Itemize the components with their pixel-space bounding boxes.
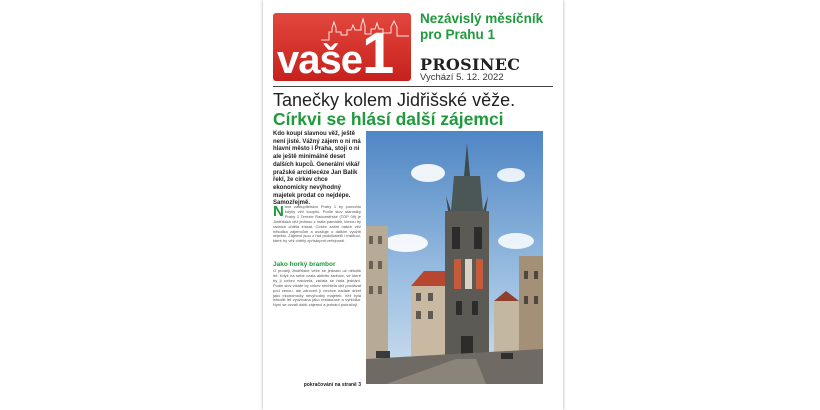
issue-date: Vychází 5. 12. 2022 bbox=[420, 72, 504, 83]
tagline-line1: Nezávislý měsíčník bbox=[420, 11, 544, 26]
article-lead: Kdo koupí slavnou věž, ještě není jisté. Vážný zájem o ni má hlavní město i Praha, stojí o ni ale ještě minimálně deset dalších kupců. Generální vikář pražské arcidiecéze Jan Balík řekl, že církev chce ekonomicky nevýhodný majetek prodat co nejdépe. Samozřejmě. bbox=[273, 131, 361, 207]
issue-month: PROSINEC bbox=[420, 55, 521, 74]
article-subhead: Jako horký brambor bbox=[273, 261, 336, 268]
logo-wordmark: vaše1 bbox=[277, 21, 395, 81]
masthead-divider bbox=[273, 86, 553, 87]
newspaper-page bbox=[263, 0, 563, 410]
drop-cap: N bbox=[273, 203, 284, 220]
newspaper-logo bbox=[273, 13, 411, 81]
continued-note: pokračování na straně 3 bbox=[303, 382, 361, 388]
article-body bbox=[273, 205, 361, 244]
masthead-tagline bbox=[420, 11, 560, 43]
article-body-2: O prodeji Jindřišské věže se jednalo už několik let. Když na sebe vzala aktivitu radnice, ve které by jí církev nabízela, začala se řada jednání. Podle slov vikáře by církev nechtěla věž prodávat pod cenou, ale zároveň ji nechce nadále držet jako ekonomicky nevýhodný majetek. Věž byla několik let využívána jako restaurace a vyhlídka. Nyní se ozvali další zájemci a jednání pokračují. bbox=[273, 268, 361, 308]
body-paragraph: ové zastupitelstvo Prahy 1 by pomohlo kdyby věž koupilo. Podle slov starostky Prahy 1 Terezie Radoměřské (TOP 09) je Jindřišská věž jedinou z mála památek, kterou by radnice chtěla získat. Církev zatím nabízí věž několika zájemcům a uvažuje o dalším využití objektu. Zájemci jsou z řad podnikatelů i institucí, které by věž chtěly zpřístupnit veřejnosti. bbox=[273, 204, 361, 244]
article-headline: Tanečky kolem Jidřišské věže. bbox=[273, 90, 516, 110]
tower-photo bbox=[366, 131, 543, 384]
tagline-line2: pro Prahu 1 bbox=[420, 27, 496, 42]
article-subheadline: Církvi se hlásí další zájemci bbox=[273, 109, 504, 129]
